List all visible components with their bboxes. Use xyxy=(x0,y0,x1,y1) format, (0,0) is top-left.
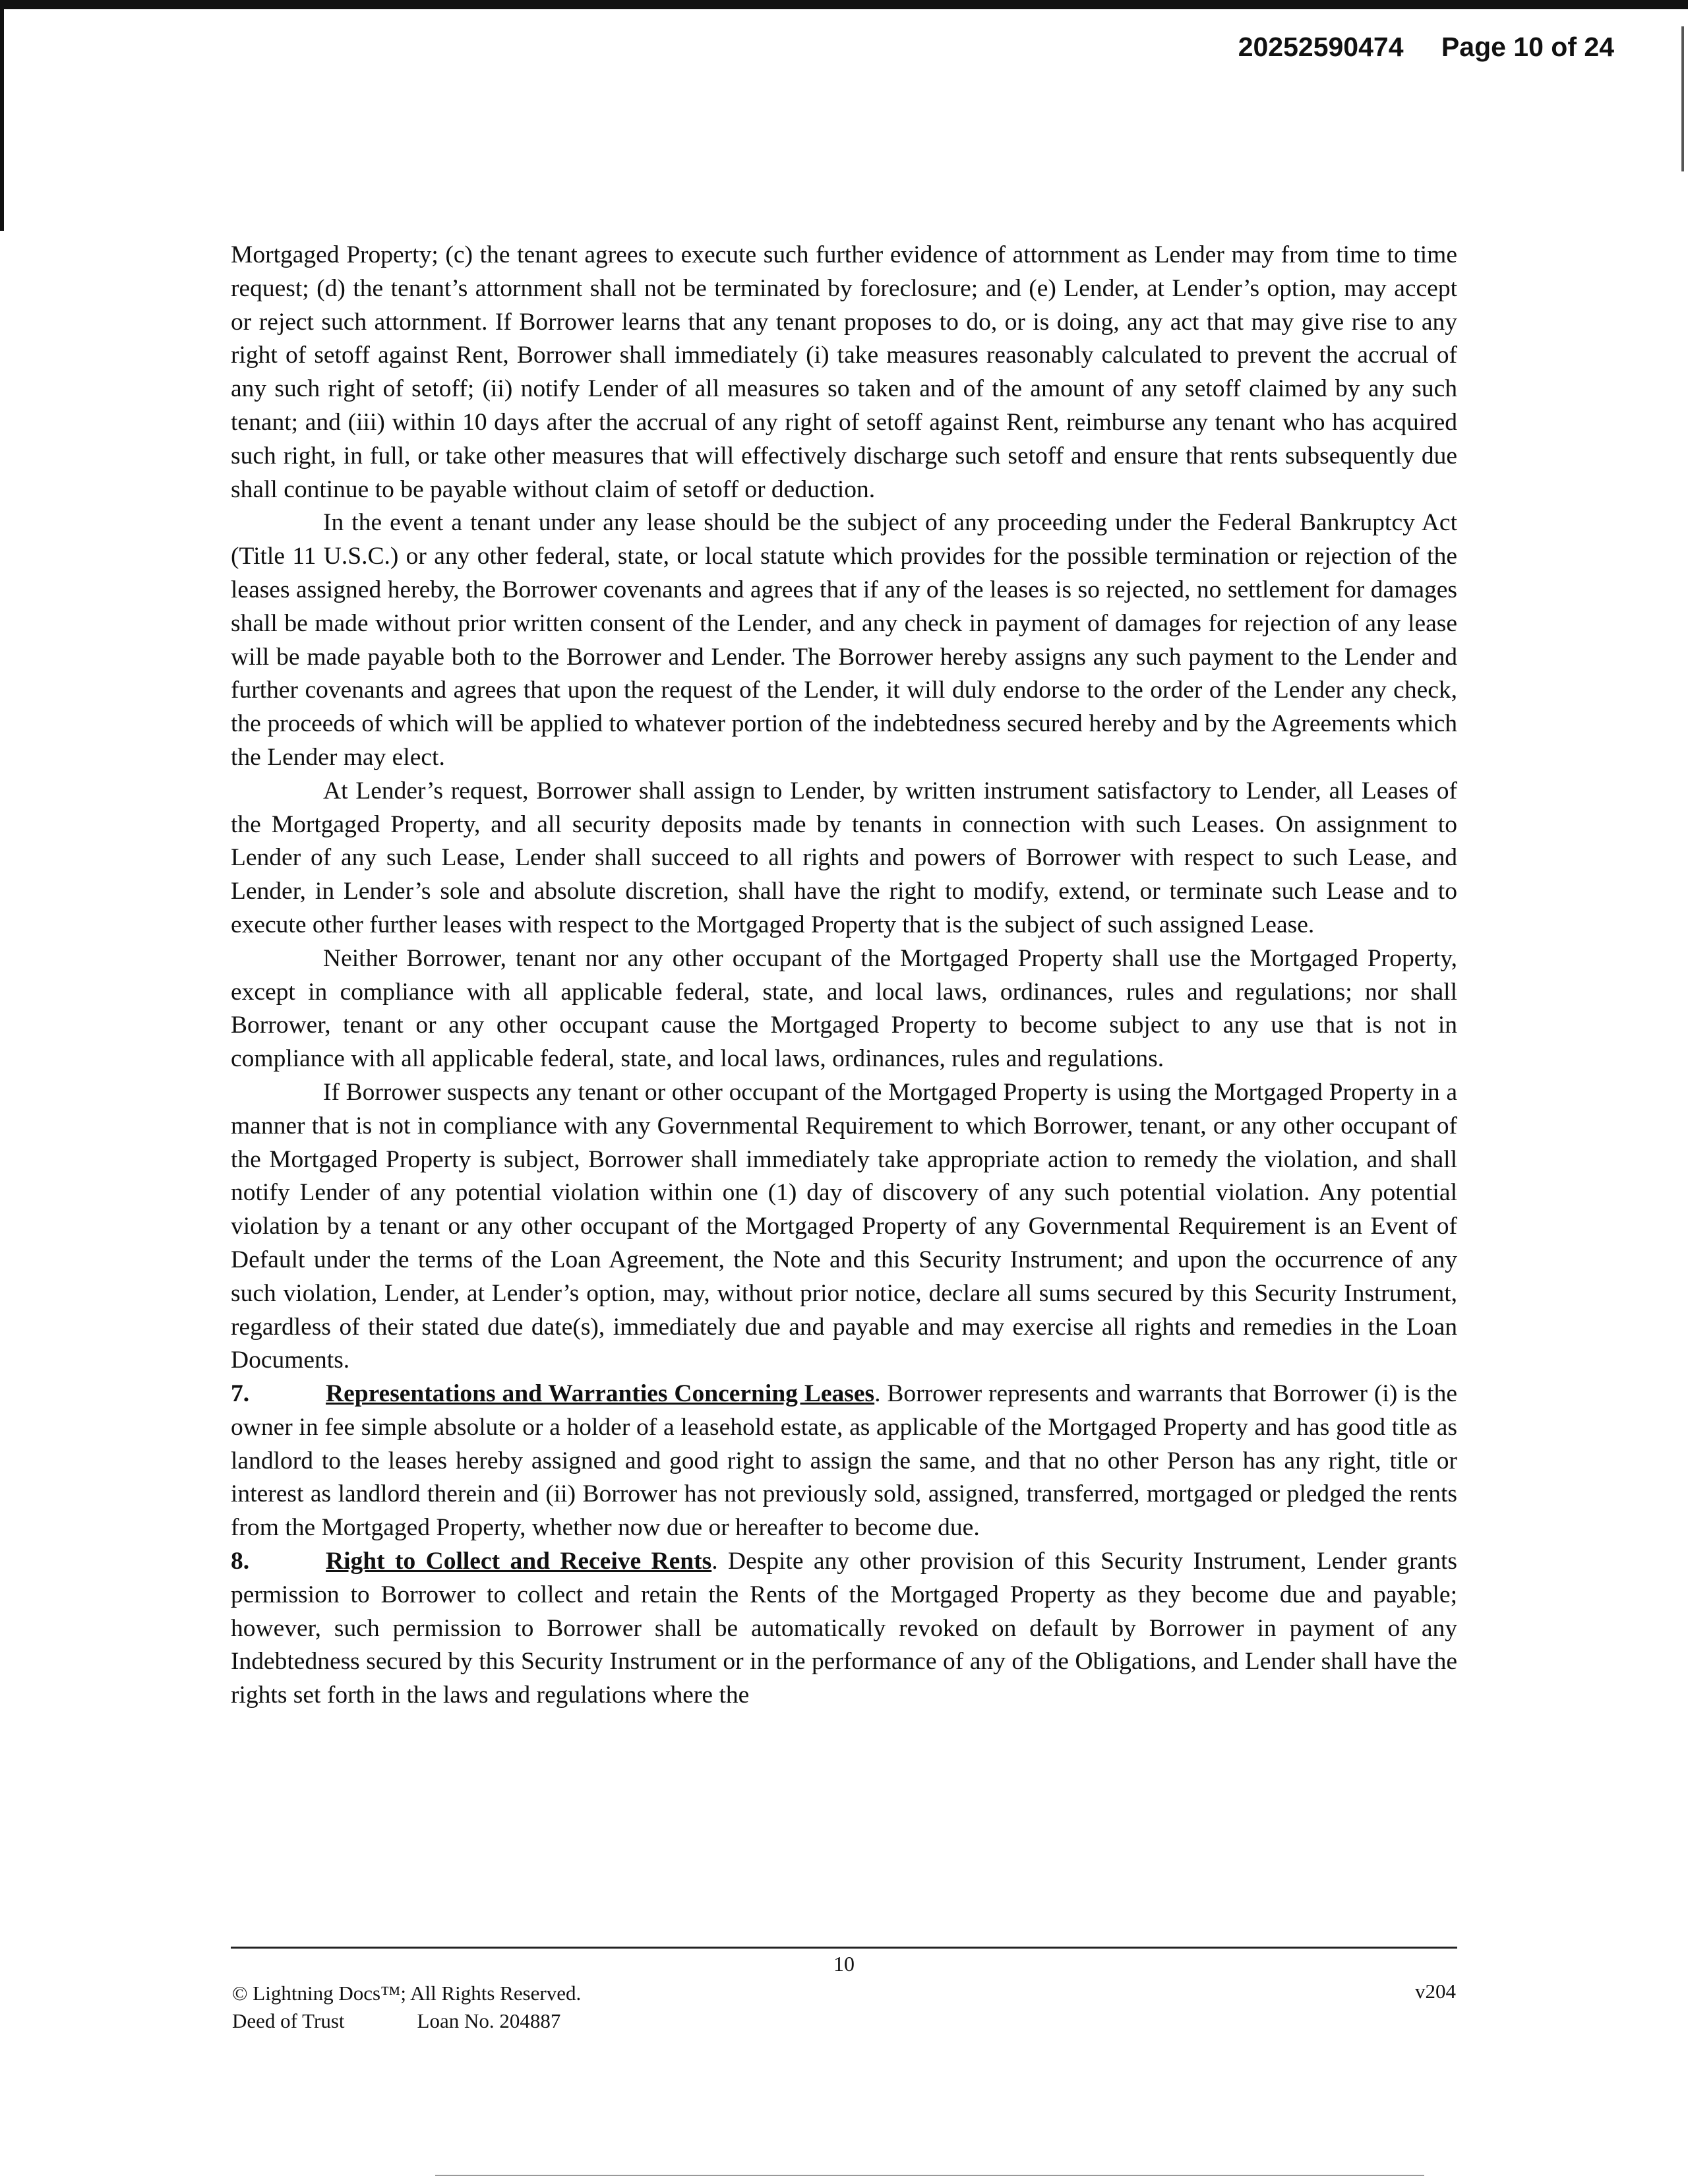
scan-edge-right xyxy=(1681,26,1684,171)
page-label: Page 10 of 24 xyxy=(1441,32,1614,62)
section-number: 7. xyxy=(231,1380,250,1408)
footer-rule xyxy=(231,1947,1457,1949)
section-7 xyxy=(231,1378,1457,1545)
footer-copyright: © Lightning Docs™; All Rights Reserved. xyxy=(232,1982,582,2005)
footer-page-number: 10 xyxy=(833,1952,855,1976)
section-number: 8. xyxy=(231,1548,250,1575)
footer-version: v204 xyxy=(1415,1980,1456,2003)
footer-doc-type: Deed of Trust xyxy=(232,2009,345,2032)
recording-stamp xyxy=(1238,32,1614,63)
paragraph: Mortgaged Property; (c) the tenant agrees to execute such further evidence of attornment as Lender may from time to time request; (d) the tenant’s attornment shall not be terminated by foreclosure; and (e) Lender, at Lender’s option, may accept or reject such attornment. If Borrower learns that any tenant proposes to do, or is doing, any act that may give rise to any right of setoff against Rent, Borrower shall immediately (i) take measures reasonably calculated to prevent the accrual of any such right of setoff; (ii) notify Lender of all measures so taken and of the amount of any setoff claimed by any such tenant; and (iii) within 10 days after the accrual of any right of setoff against Rent, reimburse any tenant who has acquired such right, in full, or take other measures that will effectively discharge such setoff and ensure that rents subsequently due shall continue to be payable without claim of setoff or deduction. xyxy=(231,241,1457,503)
paragraph: Neither Borrower, tenant nor any other occupant of the Mortgaged Property shall use the Mortgaged Property, except in compliance with all applicable federal, state, and local laws, ordinances, rules and regulations; nor shall Borrower, tenant or any other occupant cause the Mortgaged Property to become subject to any use that is not in compliance with all applicable federal, state, and local laws, ordinances, rules and regulations. xyxy=(231,944,1457,1073)
section-heading: Right to Collect and Receive Rents xyxy=(326,1548,712,1575)
footer-doc-info xyxy=(232,2007,581,2035)
paragraph: At Lender’s request, Borrower shall assign to Lender, by written instrument satisfactory to Lender, all Leases of the Mortgaged Property, and all security deposits made by tenants in connection with such Leases. On assignment to Lender of any such Lease, Lender shall succeed to all rights and powers of Borrower with respect to such Lease, and Lender, in Lender’s sole and absolute discretion, shall have the right to modify, extend, or terminate such Lease and to execute other further leases with respect to the Mortgaged Property that is the subject of such assigned Lease. xyxy=(231,777,1457,938)
scan-edge-top xyxy=(0,0,1688,9)
paragraph: In the event a tenant under any lease should be the subject of any proceeding under the Federal Bankruptcy Act (Title 11 U.S.C.) or any other federal, state, or local statute which provides for the possible termination or rejection of the leases assigned hereby, the Borrower covenants and agrees that if any of the leases is so rejected, no settlement for damages shall be made without prior written consent of the Lender, and any check in payment of damages for rejection of any lease will be made payable both to the Borrower and Lender. The Borrower hereby assigns any such payment to the Lender and further covenants and agrees that upon the request of the Lender, it will duly endorse to the order of the Lender any check, the proceeds of which will be applied to whatever portion of the indebtedness secured hereby and by the Agreements which the Lender may elect. xyxy=(231,509,1457,771)
document-body xyxy=(231,239,1457,1713)
paragraph: If Borrower suspects any tenant or other occupant of the Mortgaged Property is using the Mortgaged Property in a manner that is not in compliance with any Governmental Requirement to which Borrower, tenant, or any other occupant of the Mortgaged Property is subject, Borrower shall immediately take appropriate action to remedy the violation, and shall notify Lender of any potential violation within one (1) day of discovery of any such potential violation. Any potential violation by a tenant or any other occupant of the Mortgaged Property of any Governmental Requirement is an Event of Default under the terms of the Loan Agreement, the Note and this Security Instrument; and upon the occurrence of any such violation, Lender, at Lender’s option, may, without prior notice, declare all sums secured by this Security Instrument, regardless of their stated due date(s), immediately due and payable and may exercise all rights and remedies in the Loan Documents. xyxy=(231,1078,1457,1374)
section-text: . Despite any other provision of this Security Instrument, Lender grants permission to Borrower to collect and retain the Rents of the Mortgaged Property as they become due and payable; however, such permission to Borrower shall be automatically revoked on default by Borrower in payment of any Indebtedness secured by this Security Instrument or in the performance of any of the Obligations, and Lender shall have the rights set forth in the laws and regulations where the xyxy=(231,1548,1457,1709)
document-number: 20252590474 xyxy=(1238,32,1404,62)
footer-loan-number: Loan No. 204887 xyxy=(417,2009,561,2032)
scan-edge-bottom xyxy=(435,2175,1424,2176)
section-text: . Borrower represents and warrants that Borrower (i) is the owner in fee simple absolute or a holder of a leasehold estate, as applicable of the Mortgaged Property and has good title as landlord to the leases hereby assigned and good right to assign the same, and that no other Person has any right, title or interest as landlord therein and (ii) Borrower has not previously sold, assigned, transferred, mortgaged or pledged the rents from the Mortgaged Property, whether now due or hereafter to become due. xyxy=(231,1380,1457,1542)
section-8 xyxy=(231,1545,1457,1713)
footer-left xyxy=(232,1980,581,2035)
section-heading: Representations and Warranties Concerning Leases xyxy=(326,1380,875,1408)
scan-edge-left xyxy=(0,0,4,231)
